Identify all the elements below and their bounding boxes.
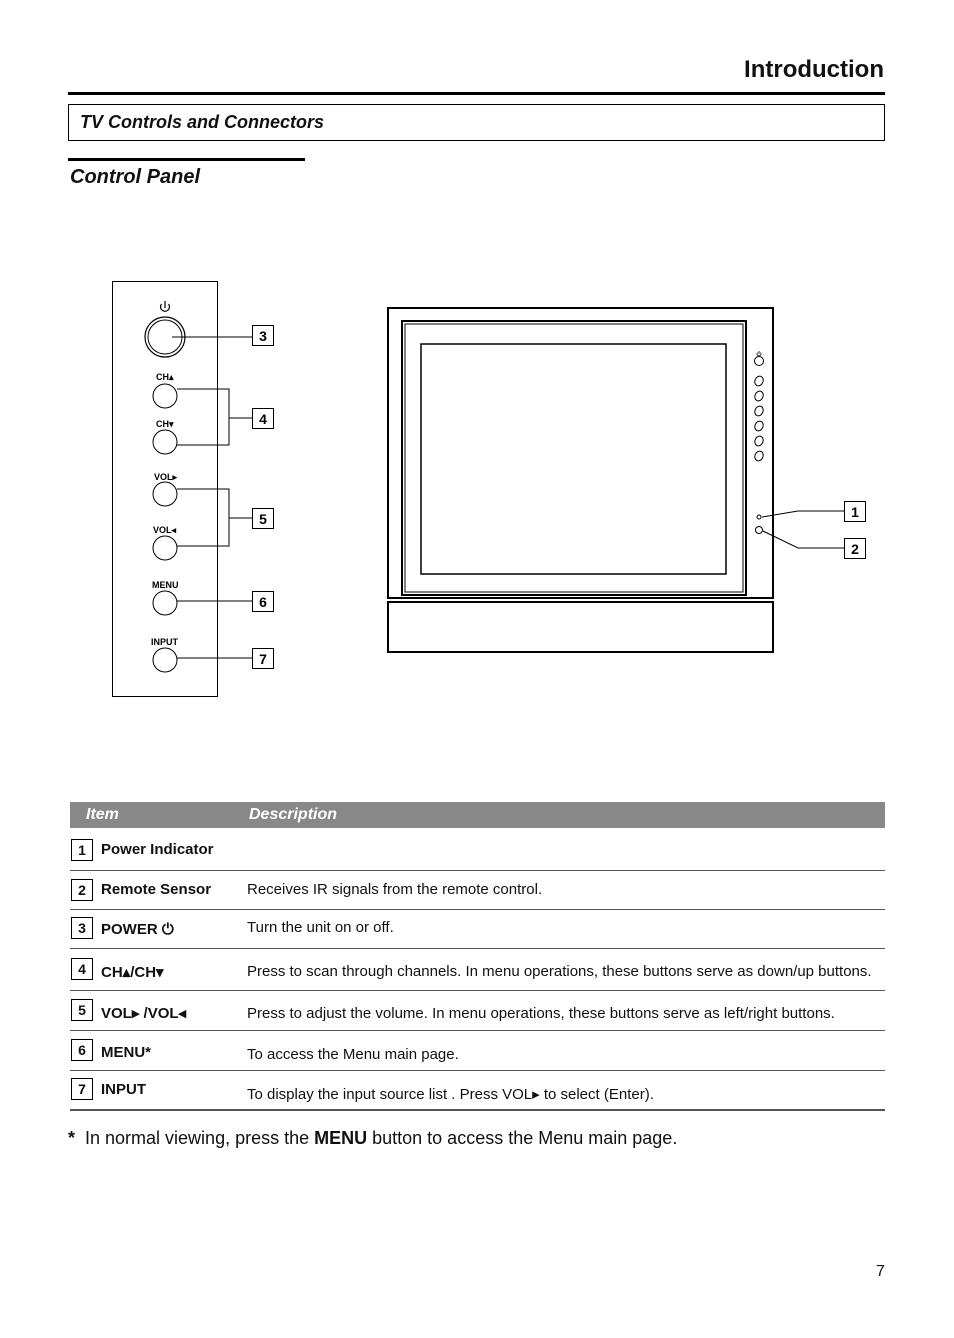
input-button-icon (153, 648, 177, 672)
vol-right-button-icon (153, 482, 177, 506)
menu-button-icon (153, 591, 177, 615)
ch-up-label: CH▴ (156, 372, 174, 382)
input-label: INPUT (151, 637, 178, 647)
callout-1 (845, 502, 866, 522)
svg-text:4: 4 (259, 411, 267, 427)
svg-text:7: 7 (259, 651, 267, 667)
item-description: To display the input source list . Press VOL▸ to select (Enter). (247, 1086, 654, 1103)
table-row (70, 910, 885, 949)
page-title: Introduction (744, 56, 884, 83)
item-label: Remote Sensor (101, 881, 212, 898)
tv-leader-lines (762, 511, 844, 548)
callout-3 (253, 326, 274, 346)
table-row (70, 1071, 885, 1111)
item-number: 1 (71, 839, 93, 861)
item-number: 7 (71, 1078, 93, 1100)
tv-front-illustration (388, 308, 773, 652)
footnote-menu-word: MENU (314, 1128, 368, 1148)
item-label: INPUT (101, 1081, 146, 1098)
menu-label: MENU (152, 580, 179, 590)
table-row (70, 871, 885, 910)
callout-7 (253, 649, 274, 669)
item-number: 2 (71, 879, 93, 901)
item-description: Turn the unit on or off. (247, 919, 394, 936)
item-description: To access the Menu main page. (247, 1046, 459, 1063)
footnote-star: * (68, 1128, 76, 1148)
vol-right-label: VOL▸ (154, 472, 178, 482)
table-row (70, 1031, 885, 1071)
callout-6 (253, 592, 274, 612)
column-header-item: Item (86, 806, 119, 823)
section-title: TV Controls and Connectors (80, 112, 325, 132)
subsection-title: Control Panel (70, 166, 201, 188)
item-description: Press to adjust the volume. In menu operations, these buttons serve as left/right buttons. (247, 1005, 835, 1022)
remote-sensor-icon (756, 527, 763, 534)
ch-down-label: CH▾ (156, 419, 174, 429)
side-panel-leader-lines (172, 337, 252, 658)
callout-2 (845, 539, 866, 559)
power-indicator-icon (757, 515, 761, 519)
item-label: MENU* (101, 1044, 152, 1061)
item-description: Receives IR signals from the remote control. (247, 881, 543, 898)
item-description: Press to scan through channels. In menu operations, these buttons serve as down/up buttons. (247, 963, 872, 980)
callout-5 (253, 509, 274, 529)
table-row (70, 949, 885, 991)
item-label: VOL▸ /VOL◂ (101, 1005, 187, 1022)
footnote-text-after: button to access the Menu main page. (367, 1128, 678, 1148)
svg-text:6: 6 (259, 594, 267, 610)
ch-down-button-icon (153, 430, 177, 454)
svg-text:1: 1 (851, 504, 859, 520)
vol-left-button-icon (153, 536, 177, 560)
vol-left-label: VOL◂ (153, 525, 177, 535)
svg-text:5: 5 (259, 511, 267, 527)
table-row (70, 829, 885, 871)
ch-up-button-icon (153, 384, 177, 408)
footnote (68, 1128, 677, 1149)
power-symbol-icon (161, 301, 170, 311)
item-number: 3 (71, 917, 93, 939)
table-row (70, 991, 885, 1031)
callout-4 (253, 409, 274, 429)
item-label: CH▴/CH▾ (101, 964, 164, 981)
svg-text:2: 2 (851, 541, 859, 557)
table-header (70, 802, 885, 828)
page-number: 7 (876, 1263, 885, 1280)
column-header-description: Description (249, 806, 338, 823)
item-number: 4 (71, 958, 93, 980)
footnote-text-before: In normal viewing, press the (85, 1128, 315, 1148)
item-label: Power Indicator (101, 841, 214, 858)
tv-side-buttons-icon (753, 351, 764, 462)
item-label: POWER ⏻ (101, 921, 174, 938)
item-number: 5 (71, 999, 93, 1021)
item-number: 6 (71, 1039, 93, 1061)
svg-text:3: 3 (259, 328, 267, 344)
